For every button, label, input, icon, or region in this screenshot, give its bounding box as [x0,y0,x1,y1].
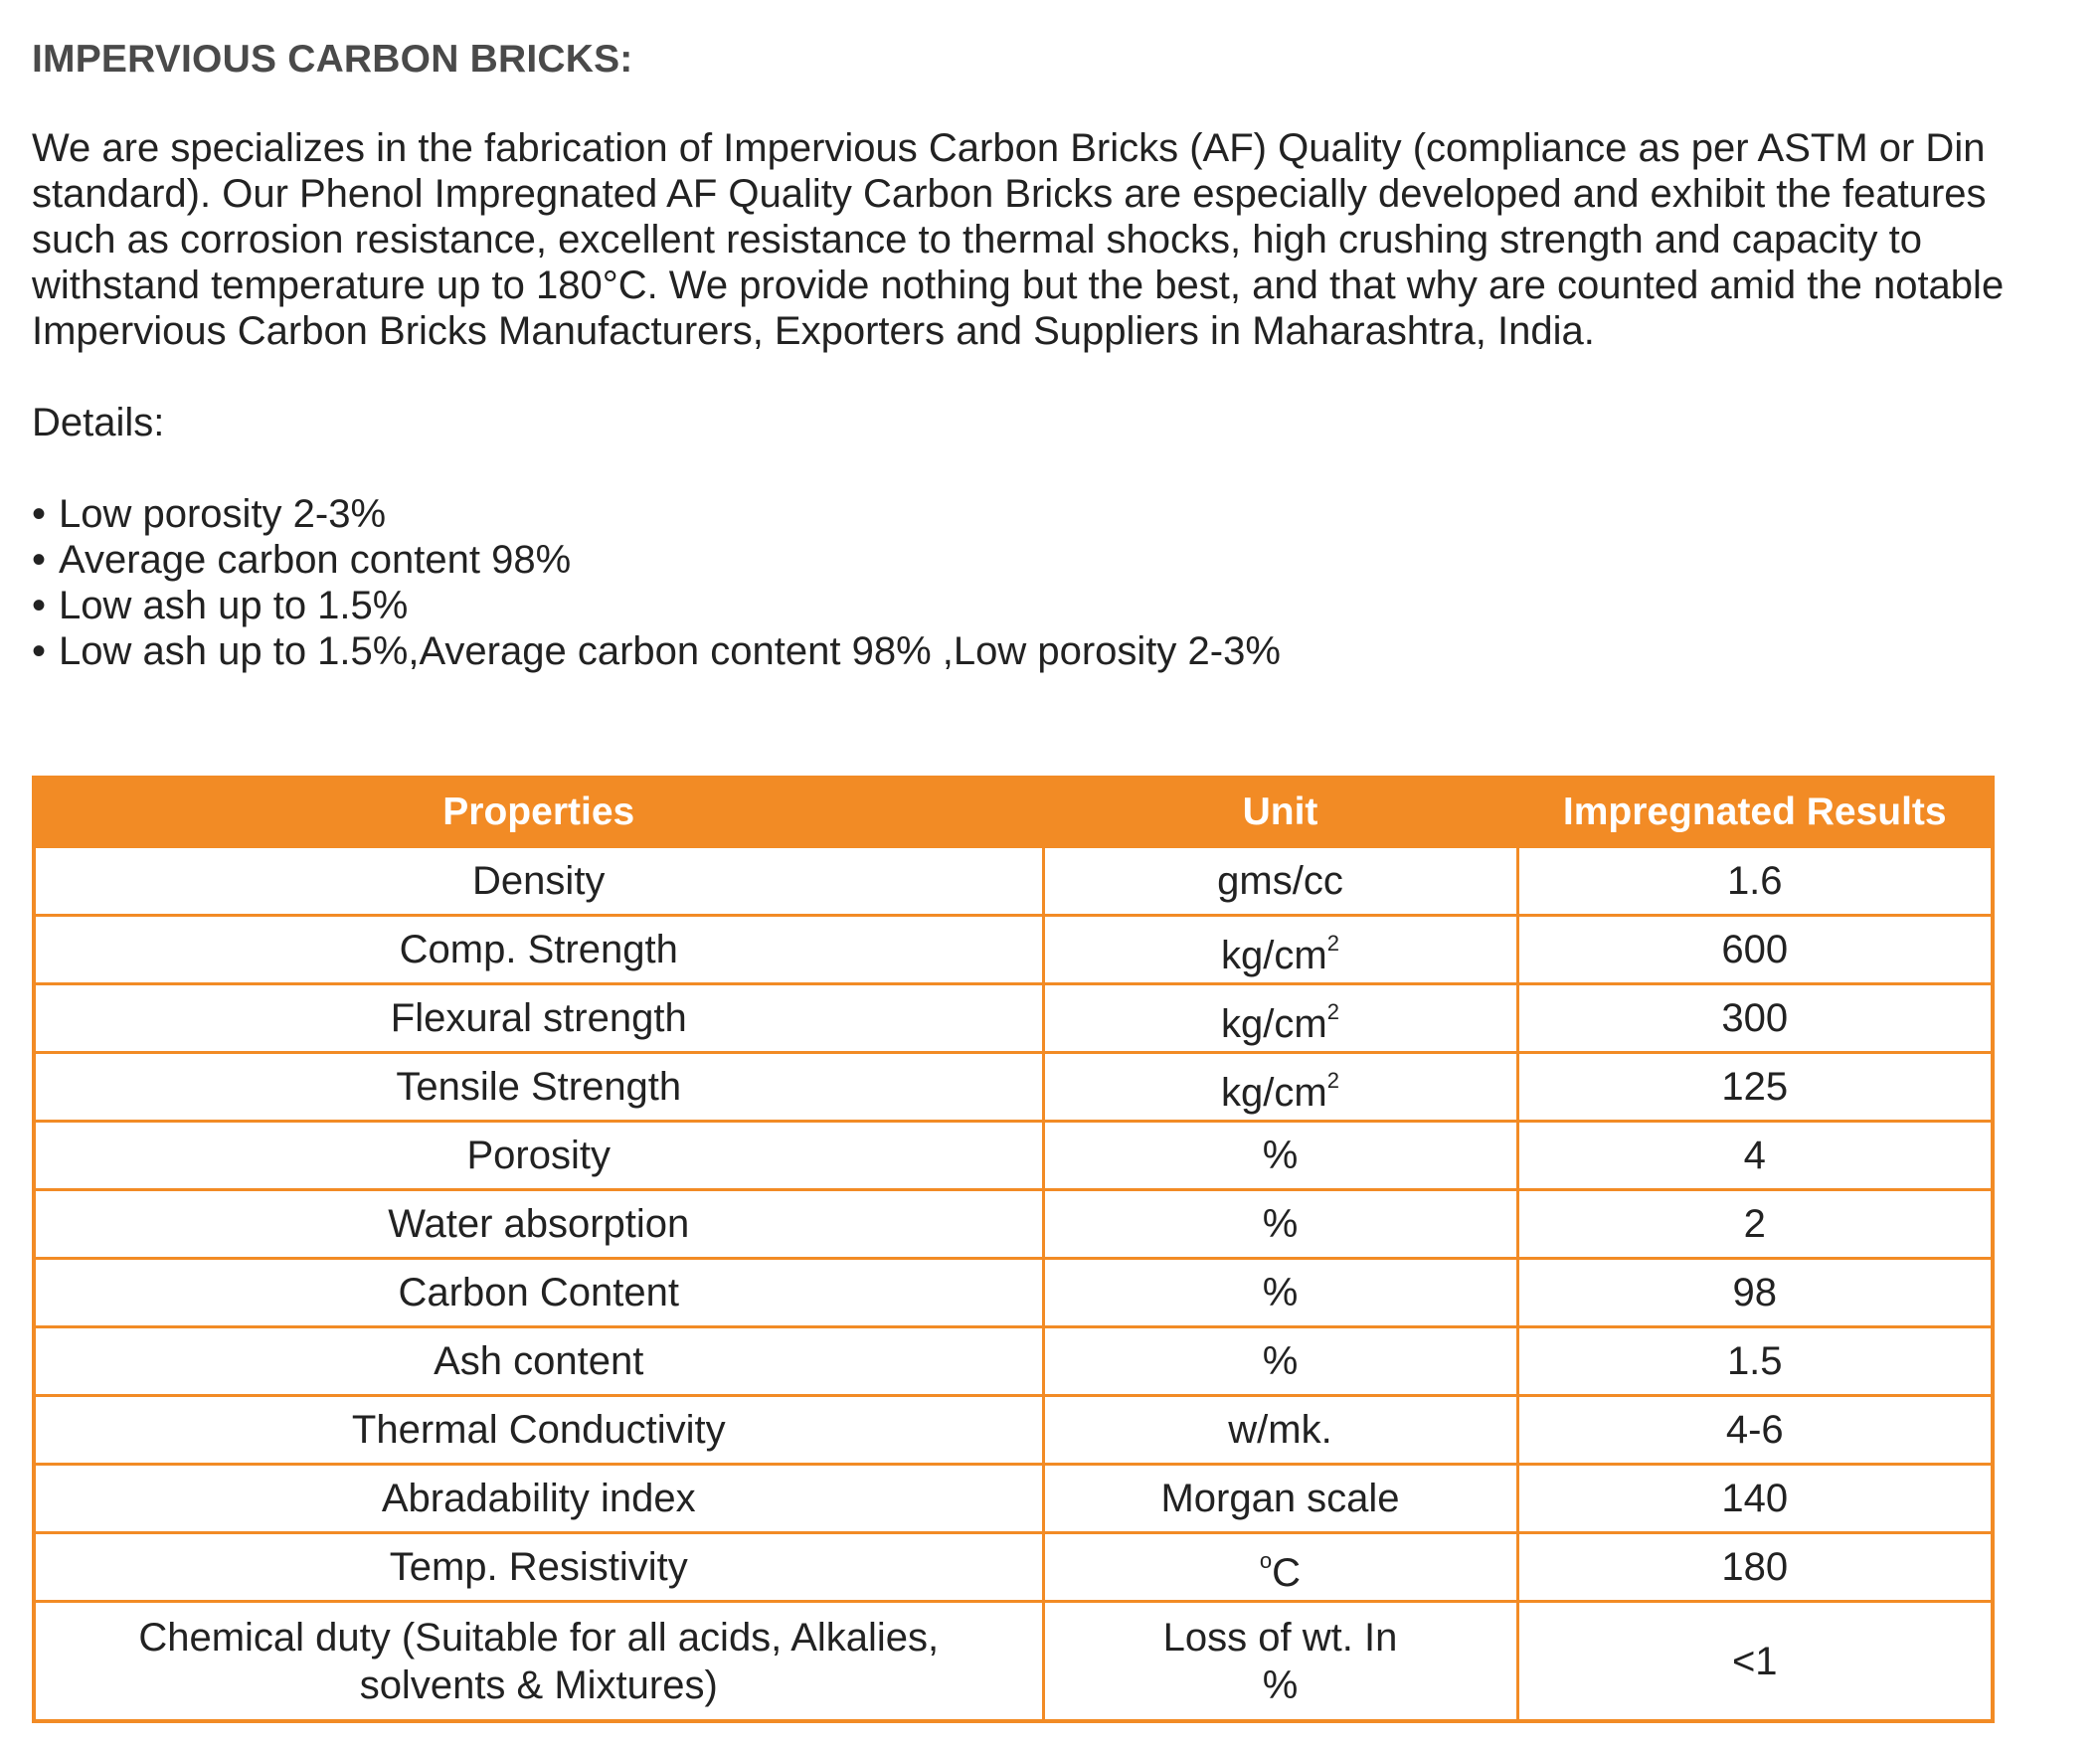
property-cell: Temp. Resistivity [34,1533,1043,1602]
bullet-icon: • [32,584,47,627]
table-row [34,1190,1993,1259]
bullet-icon: • [32,492,47,536]
result-cell: 98 [1517,1259,1993,1327]
property-cell: Water absorption [34,1190,1043,1259]
table-row [34,1122,1993,1190]
page-title: IMPERVIOUS CARBON BRICKS: [32,38,633,81]
table-row [34,1602,1993,1722]
property-cell: Ash content [34,1327,1043,1396]
unit-cell: $kg/cm^2$ [1043,916,1517,984]
table-header-row [34,778,1993,847]
details-label: Details: [32,401,165,444]
property-cell: Density [34,847,1043,916]
property-cell: Abradability index [34,1465,1043,1533]
result-cell: 4-6 [1517,1396,1993,1465]
unit-superscript: 2 [1326,931,1339,956]
table-row [34,1259,1993,1327]
table-row [34,1465,1993,1533]
unit-cell: Loss of wt. In % [1043,1602,1517,1722]
table-row [34,1327,1993,1396]
unit-cell: % [1043,1327,1517,1396]
unit-superscript: 2 [1326,999,1339,1024]
property-cell: Tensile Strength [34,1053,1043,1122]
degree-superscript: o [1259,1548,1273,1573]
result-cell: 125 [1517,1053,1993,1122]
property-cell: Comp. Strength [34,916,1043,984]
unit-cell: Morgan scale [1043,1465,1517,1533]
property-cell: Carbon Content [34,1259,1043,1327]
result-cell: 1.6 [1517,847,1993,916]
unit-cell: % [1043,1259,1517,1327]
unit-cell: w/mk. [1043,1396,1517,1465]
column-header-unit: Unit [1043,778,1517,847]
unit-cell: $kg/cm^2$ [1043,984,1517,1053]
unit-cell: $^o$C [1043,1533,1517,1602]
result-cell: 2 [1517,1190,1993,1259]
properties-table [32,776,1995,1723]
intro-paragraph: We are specializes in the fabrication of Impervious Carbon Bricks (AF) Quality (compliance as per ASTM or Din standard). Our Phenol Impregnated AF Quality Carbon Bricks are especially developed and exhibit the features such as corrosion resistance, excellent resistance to thermal shocks, high crushing strength and capacity to withstand temperature up to 180°C. We provide nothing but the best, and that why are counted amid the notable Impervious Carbon Bricks Manufacturers, Exporters and Suppliers in Maharashtra, India. [32,126,2005,353]
bullet-icon: • [32,629,47,673]
column-header-results: Impregnated Results [1517,778,1993,847]
table-row [34,916,1993,984]
content-area [32,34,2080,674]
result-cell: 600 [1517,916,1993,984]
result-cell: 140 [1517,1465,1993,1533]
result-cell: 300 [1517,984,1993,1053]
unit-cell: % [1043,1122,1517,1190]
table-row [34,1533,1993,1602]
column-header-properties: Properties [34,778,1043,847]
property-cell: Chemical duty (Suitable for all acids, Alkalies, solvents & Mixtures) [34,1602,1043,1722]
list-item: • Low ash up to 1.5% [32,584,409,627]
bullet-icon: • [32,538,47,582]
unit-superscript: 2 [1326,1068,1339,1093]
result-cell: 180 [1517,1533,1993,1602]
list-item: • Low porosity 2-3% [32,492,387,536]
table-row [34,984,1993,1053]
result-cell: 1.5 [1517,1327,1993,1396]
result-cell: <1 [1517,1602,1993,1722]
details-list [32,491,2080,674]
table-row [34,847,1993,916]
property-cell: Porosity [34,1122,1043,1190]
property-cell: Flexural strength [34,984,1043,1053]
unit-cell: % [1043,1190,1517,1259]
result-cell: 4 [1517,1122,1993,1190]
unit-cell: gms/cc [1043,847,1517,916]
list-item: • Low ash up to 1.5%,Average carbon content 98% ,Low porosity 2-3% [32,629,1281,673]
unit-cell: $kg/cm^2$ [1043,1053,1517,1122]
list-item: • Average carbon content 98% [32,538,572,582]
table-row [34,1396,1993,1465]
property-cell: Thermal Conductivity [34,1396,1043,1465]
table-row [34,1053,1993,1122]
